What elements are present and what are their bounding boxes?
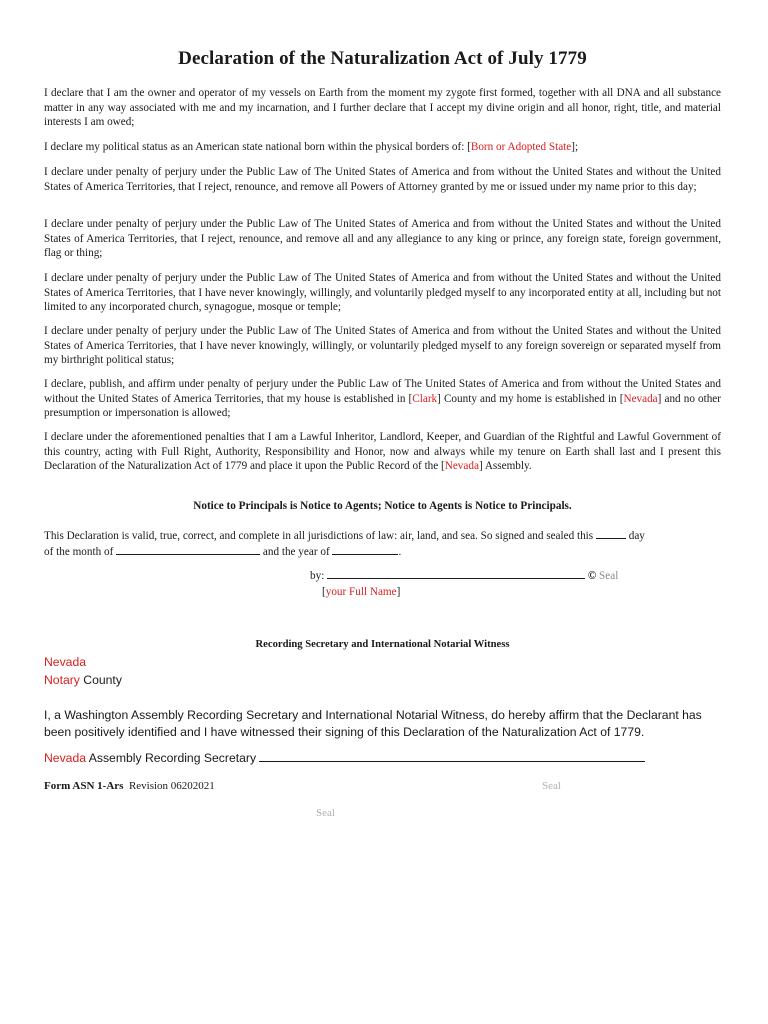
secretary-label: Assembly Recording Secretary [86,751,257,765]
political-status-text: I declare my political status as an American state national born within the physical borders of: [ [44,141,471,153]
political-status-end: ]; [571,141,579,153]
name-bracket-close: ] [396,586,401,598]
paragraph-incorporated-entity: I declare under penalty of perjury under the Public Law of The United States of America and from without the United States and without the United States of America Territories, that I have never knowingly, willingly, and voluntarily pledged myself to any incorporated entity at all, including but not limited to any incorporated church, synagogue, mosque or temple; [44,272,721,314]
notice-statement: Notice to Principals is Notice to Agents; Notice to Agents is Notice to Principals. [193,500,572,512]
secretary-signature-line [44,750,645,767]
seal-mark-2: Seal [316,807,335,819]
paragraph-political-status [44,140,721,155]
paragraph-residence [44,377,721,421]
notary-state-field[interactable]: Nevada [44,655,87,669]
guardian-text-1: I declare under the aforementioned penalties that I am a Lawful Inheritor, Landlord, Keeper, and Guardian of the Rightful and Lawful Government of this country, acting with Full Right, Authority, Responsibility and Honor, now and always while my tenure on Earth shall last and I present this Declaration of the Naturalization Act of 1779 and place it upon the Public Record of the [ [44,431,721,473]
seal-mark-1: Seal [542,780,561,792]
form-footer [44,780,215,792]
paragraph-foreign-sovereign: I declare under penalty of perjury under the Public Law of The United States of America and from without the United States and without the United States of America Territories, that I have never knowingly, willingly, or voluntarily pledged myself to any foreign sovereign or separated myself from my birthright political status; [44,325,721,367]
notary-county-field[interactable]: Notary [44,673,80,687]
born-state-field[interactable]: Born or Adopted State [470,141,572,153]
signature-line [310,568,618,582]
affirmation-statement: I, a Washington Assembly Recording Secretary and International Notarial Witness, do hereby affirm that the Declarant has been positively identified and I have witnessed their signing of this Declaration of the Naturalization Act of 1779. [44,708,702,739]
paragraph-power-of-attorney: I declare under penalty of perjury under the Public Law of The United States of America and from without the United States and without the United States of America Territories, that I reject, renounce, and remove all Powers of Attorney granted by me or issued under my name prior to this day; [44,166,721,193]
recording-secretary-title: Recording Secretary and International Notarial Witness [255,639,510,650]
residence-text-2: ] County and my home is established in [ [437,392,624,405]
revision-number: Revision 06202021 [128,780,215,792]
county-label: County [79,673,122,687]
residence-text-1: I declare, publish, and affirm under penalty of perjury under the Public Law of The United States of America and from without the United States and without the United States of America Territories, that my house is established in [ [44,378,721,405]
paragraph-allegiance: I declare under penalty of perjury under the Public Law of The United States of America and from without the United States and without the United States of America Territories, that I reject, renounce, and remove all and any allegiance to any king or prince, any foreign state, foreign government, flag or thing; [44,218,721,260]
full-name-line [322,586,400,598]
guardian-text-2: ] Assembly. [478,460,532,473]
notary-county-line [44,672,122,689]
copyright-icon: © [587,570,597,582]
secretary-state-field[interactable]: Nevada [44,751,87,765]
document-title: Declaration of the Naturalization Act of July 1779 [178,48,587,69]
residence-text-3: ] and no other presumption or impersonation is allowed; [44,392,721,420]
home-state-field[interactable]: Nevada [623,392,658,405]
validity-period: . [398,545,402,558]
form-id: Form ASN 1-Ars [44,780,124,792]
paragraph-validity [44,528,721,559]
county-field[interactable]: Clark [412,392,438,405]
signature-blank[interactable] [327,568,585,579]
full-name-field[interactable]: your Full Name [325,586,397,598]
validity-text: This Declaration is valid, true, correct, and complete in all jurisdictions of law: air, land, and sea. So signed and sealed this [44,530,594,542]
paragraph-ownership: I declare that I am the owner and operator of my vessels on Earth from the moment my zygote first formed, together with all DNA and all substance matter in any way associated with me and my incarnation, and I further declare that I accept my divine origin and all honor, right, title, and material interests I am owed; [44,87,721,129]
signature-seal: Seal [599,570,619,582]
month-label: of the month of [44,545,114,558]
month-blank[interactable] [116,544,260,555]
day-label: day [628,530,645,542]
assembly-state-field[interactable]: Nevada [444,460,479,473]
name-bracket-open: [ [322,586,326,598]
secretary-signature-blank[interactable] [259,751,645,762]
year-label: and the year of [262,545,330,558]
year-blank[interactable] [332,544,398,555]
by-label: by: [310,570,325,582]
day-blank[interactable] [596,528,626,539]
paragraph-guardian [44,430,721,474]
